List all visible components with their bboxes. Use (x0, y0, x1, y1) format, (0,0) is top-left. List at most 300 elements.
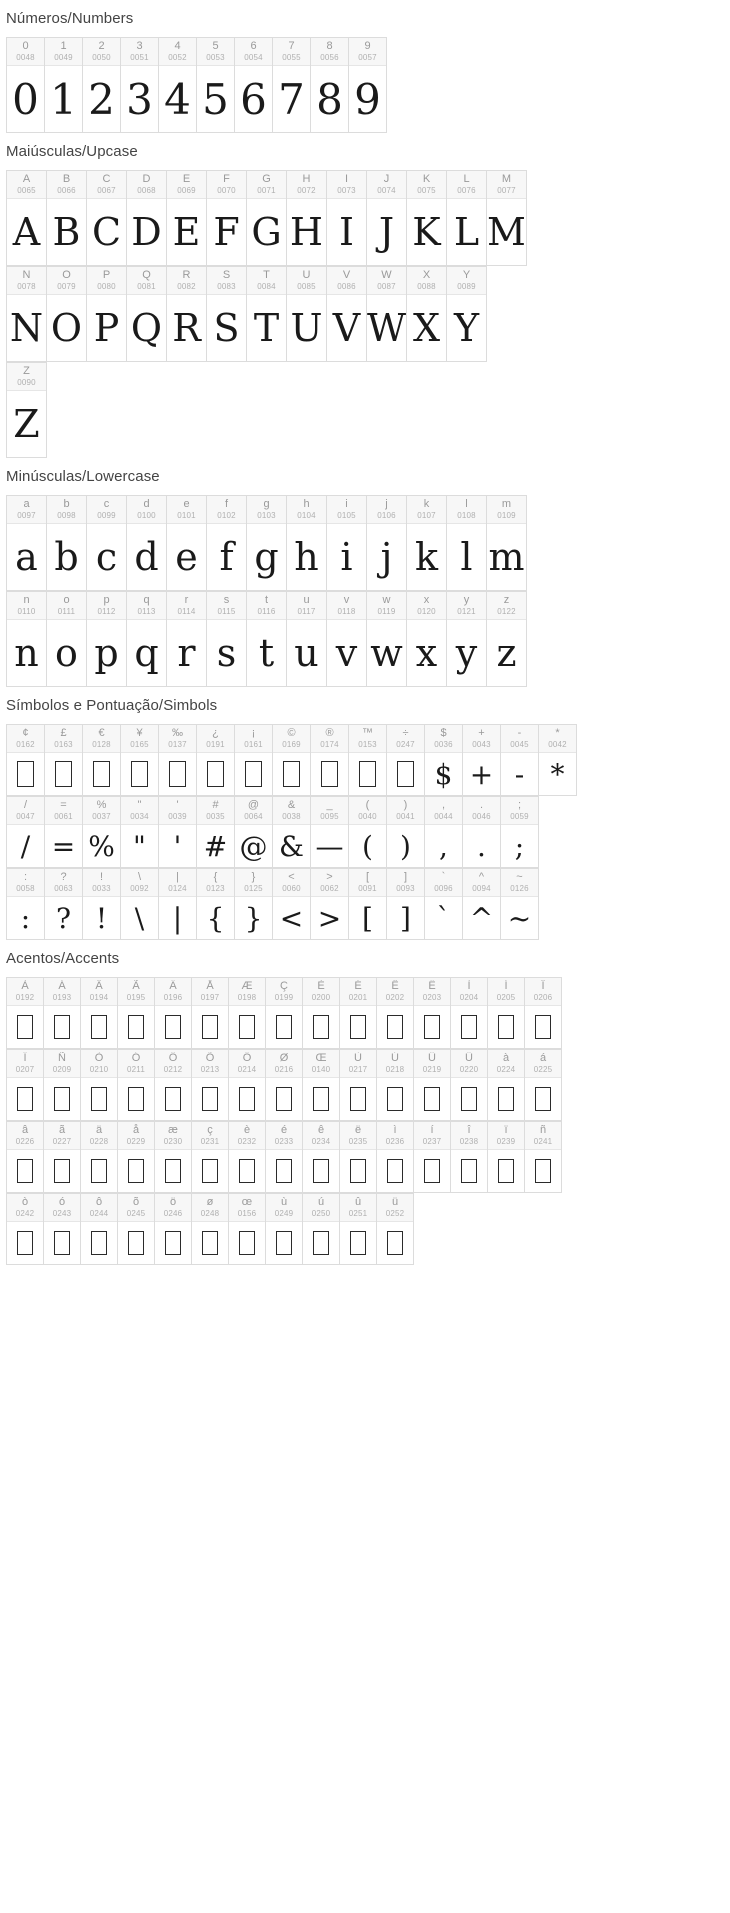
glyph-preview (7, 1222, 43, 1264)
glyph-codepoint-label: 0066 (57, 186, 76, 195)
glyph-character-label: ÷ (402, 727, 409, 739)
glyph-row (6, 1121, 562, 1193)
glyph-cell[interactable] (266, 1049, 303, 1121)
glyph-cell[interactable] (7, 591, 47, 687)
glyph-cell[interactable] (340, 1049, 377, 1121)
glyph-codepoint-label: 0065 (17, 186, 36, 195)
glyph-cell[interactable] (425, 868, 463, 940)
glyph-cell[interactable] (47, 266, 87, 362)
glyph-cell[interactable] (47, 170, 87, 266)
glyph-cell[interactable] (407, 591, 447, 687)
glyph-preview (488, 1150, 524, 1192)
glyph-cell[interactable] (367, 170, 407, 266)
glyph-cell-header (159, 725, 196, 753)
glyph-cell[interactable] (414, 1121, 451, 1193)
glyph-character-label: l (465, 498, 468, 510)
glyph-cell-header (340, 978, 376, 1006)
glyph-cell[interactable] (387, 724, 425, 796)
glyph-cell[interactable] (81, 1193, 118, 1265)
glyph-cell[interactable] (266, 977, 303, 1049)
section-numbers (0, 0, 730, 133)
glyph-cell[interactable] (7, 1193, 44, 1265)
glyph-cell[interactable] (501, 796, 539, 868)
glyph-cell[interactable] (159, 796, 197, 868)
glyph-cell-header (7, 363, 46, 391)
glyph-character-label: ç (207, 1124, 213, 1136)
glyph-cell-header (235, 797, 272, 825)
glyph-preview: T (253, 306, 280, 350)
glyph-preview: t (258, 631, 275, 675)
glyph-codepoint-label: 0195 (126, 993, 146, 1002)
glyph-cell[interactable] (327, 591, 367, 687)
glyph-cell[interactable] (159, 37, 197, 133)
glyph-cell-header (539, 725, 576, 753)
glyph-cell[interactable] (197, 868, 235, 940)
glyph-cell[interactable] (463, 724, 501, 796)
glyph-preview (377, 1222, 413, 1264)
glyph-cell[interactable] (451, 977, 488, 1049)
glyph-cell[interactable] (407, 170, 447, 266)
glyph-cell[interactable] (83, 37, 121, 133)
glyph-cell[interactable] (87, 266, 127, 362)
glyph-cell[interactable] (273, 37, 311, 133)
glyph-cell[interactable] (44, 1121, 81, 1193)
missing-glyph-box-icon (91, 1015, 107, 1040)
glyph-character-label: P (102, 269, 111, 281)
glyph-cell[interactable] (525, 1121, 562, 1193)
glyph-cell[interactable] (87, 591, 127, 687)
glyph-character-label: e (183, 498, 190, 510)
glyph-preview: ! (95, 901, 108, 935)
glyph-cell[interactable] (7, 796, 45, 868)
glyph-cell[interactable] (377, 1193, 414, 1265)
glyph-cell-header (159, 797, 196, 825)
glyph-cell[interactable] (7, 1121, 44, 1193)
glyph-cell[interactable] (327, 266, 367, 362)
glyph-cell-header (159, 869, 196, 897)
glyph-preview (44, 1150, 80, 1192)
glyph-codepoint-label: 0231 (200, 1137, 220, 1146)
glyph-cell[interactable] (501, 724, 539, 796)
glyph-cell[interactable] (121, 37, 159, 133)
glyph-cell[interactable] (235, 37, 273, 133)
glyph-cell[interactable] (167, 591, 207, 687)
glyph-preview: . (477, 829, 486, 863)
glyph-preview: = (51, 829, 76, 863)
missing-glyph-box-icon (276, 1087, 292, 1112)
glyph-cell[interactable] (81, 1049, 118, 1121)
glyph-preview: ' (173, 829, 182, 863)
glyph-codepoint-label: 0162 (16, 740, 35, 749)
glyph-cell[interactable] (287, 266, 327, 362)
glyph-cell[interactable] (127, 495, 167, 591)
glyph-preview (155, 1006, 191, 1048)
glyph-cell[interactable] (425, 724, 463, 796)
glyph-cell[interactable] (192, 1049, 229, 1121)
glyph-codepoint-label: 0052 (168, 53, 187, 62)
glyph-cell[interactable] (463, 868, 501, 940)
glyph-cell[interactable] (44, 1193, 81, 1265)
glyph-cell[interactable] (235, 796, 273, 868)
glyph-cell[interactable] (273, 724, 311, 796)
glyph-cell[interactable] (311, 724, 349, 796)
glyph-cell[interactable] (447, 266, 487, 362)
glyph-preview (7, 1006, 43, 1048)
glyph-codepoint-label: 0044 (434, 812, 453, 821)
glyph-cell[interactable] (207, 170, 247, 266)
glyph-cell[interactable] (287, 170, 327, 266)
glyph-cell-header (266, 1050, 302, 1078)
glyph-cell[interactable] (229, 1049, 266, 1121)
glyph-preview (303, 1006, 339, 1048)
missing-glyph-box-icon (207, 761, 224, 788)
glyph-cell[interactable] (414, 1049, 451, 1121)
glyph-cell-header (155, 1122, 191, 1150)
glyph-preview (340, 1222, 376, 1264)
missing-glyph-box-icon (387, 1087, 403, 1112)
glyph-character-label: ø (206, 1196, 214, 1208)
glyph-cell-header (487, 592, 526, 620)
glyph-codepoint-label: 0112 (97, 607, 116, 616)
glyph-cell[interactable] (167, 266, 207, 362)
glyph-preview (349, 753, 386, 795)
glyph-cell[interactable] (287, 591, 327, 687)
glyph-cell-header (83, 869, 120, 897)
glyph-cell[interactable] (266, 1193, 303, 1265)
glyph-character-label: Œ (315, 1052, 327, 1064)
glyph-cell[interactable] (229, 1193, 266, 1265)
glyph-cell-header (121, 869, 158, 897)
glyph-cell-header (83, 797, 120, 825)
glyph-cell[interactable] (229, 1121, 266, 1193)
glyph-cell[interactable] (155, 977, 192, 1049)
glyph-cell[interactable] (47, 495, 87, 591)
glyph-character-label: M (501, 173, 512, 185)
glyph-cell-header (155, 1194, 191, 1222)
glyph-cell-header (7, 978, 43, 1006)
glyph-cell-header (377, 1050, 413, 1078)
glyph-cell[interactable] (44, 1049, 81, 1121)
glyph-codepoint-label: 0042 (548, 740, 567, 749)
glyph-cell[interactable] (488, 977, 525, 1049)
glyph-cell[interactable] (451, 1121, 488, 1193)
glyph-codepoint-label: 0086 (337, 282, 356, 291)
glyph-cell[interactable] (377, 1121, 414, 1193)
glyph-cell[interactable] (7, 170, 47, 266)
glyph-preview: ] (400, 901, 411, 935)
glyph-character-label: ú (317, 1196, 325, 1208)
glyph-cell[interactable] (235, 724, 273, 796)
glyph-cell-header (525, 1050, 561, 1078)
glyph-cell[interactable] (87, 495, 127, 591)
glyph-cell[interactable] (311, 868, 349, 940)
glyph-cell[interactable] (197, 724, 235, 796)
glyph-cell[interactable] (118, 977, 155, 1049)
glyph-cell[interactable] (247, 266, 287, 362)
section-title: Acentos/Accents (6, 950, 120, 967)
glyph-cell-header (273, 869, 310, 897)
glyph-cell[interactable] (118, 1193, 155, 1265)
glyph-cell[interactable] (501, 868, 539, 940)
glyph-codepoint-label: 0035 (206, 812, 225, 821)
glyph-cell[interactable] (311, 37, 349, 133)
glyph-character-label: T (263, 269, 270, 281)
glyph-cell[interactable] (87, 170, 127, 266)
glyph-cell-header (311, 797, 348, 825)
glyph-cell[interactable] (127, 170, 167, 266)
missing-glyph-box-icon (498, 1159, 514, 1184)
glyph-cell[interactable] (207, 266, 247, 362)
glyph-cell[interactable] (414, 977, 451, 1049)
glyph-cell[interactable] (44, 977, 81, 1049)
missing-glyph-box-icon (350, 1231, 366, 1256)
glyph-codepoint-label: 0085 (297, 282, 316, 291)
missing-glyph-box-icon (239, 1087, 255, 1112)
glyph-cell-header (83, 38, 120, 66)
glyph-cell-header (83, 725, 120, 753)
glyph-character-label: a (23, 498, 30, 510)
glyph-cell[interactable] (327, 495, 367, 591)
missing-glyph-box-icon (202, 1159, 218, 1184)
glyph-cell[interactable] (127, 591, 167, 687)
glyph-character-label: < (288, 871, 295, 883)
missing-glyph-box-icon (461, 1015, 477, 1040)
glyph-cell[interactable] (159, 868, 197, 940)
glyph-cell[interactable] (349, 868, 387, 940)
glyph-cell[interactable] (311, 796, 349, 868)
glyph-cell[interactable] (7, 362, 47, 458)
glyph-preview: S (213, 306, 240, 350)
glyph-cell[interactable] (121, 868, 159, 940)
glyph-character-label: Ì (467, 980, 471, 992)
glyph-cell[interactable] (47, 591, 87, 687)
glyph-preview: — (315, 829, 344, 863)
glyph-cell[interactable] (83, 724, 121, 796)
glyph-cell-header (311, 869, 348, 897)
glyph-cell-header (207, 267, 246, 295)
glyph-cell[interactable] (7, 868, 45, 940)
glyph-cell[interactable] (367, 591, 407, 687)
glyph-cell[interactable] (287, 495, 327, 591)
glyph-cell[interactable] (7, 977, 44, 1049)
glyph-cell[interactable] (447, 170, 487, 266)
glyph-character-label: I (344, 173, 349, 185)
missing-glyph-box-icon (93, 761, 110, 788)
glyph-cell[interactable] (83, 868, 121, 940)
glyph-character-label: 7 (288, 40, 295, 52)
glyph-codepoint-label: 0217 (348, 1065, 368, 1074)
glyph-cell[interactable] (451, 1049, 488, 1121)
glyph-character-label: A (22, 173, 31, 185)
glyph-cell[interactable] (340, 1193, 377, 1265)
glyph-preview: 9 (354, 74, 381, 124)
glyph-codepoint-label: 0225 (533, 1065, 553, 1074)
glyph-cell[interactable] (303, 977, 340, 1049)
glyph-cell[interactable] (197, 37, 235, 133)
glyph-cell[interactable] (155, 1121, 192, 1193)
glyph-cell[interactable] (45, 724, 83, 796)
glyph-cell[interactable] (367, 266, 407, 362)
glyph-preview: c (95, 535, 118, 579)
glyph-cell[interactable] (118, 1049, 155, 1121)
glyph-cell[interactable] (7, 1049, 44, 1121)
glyph-cell-header (487, 171, 526, 199)
glyph-preview: e (175, 535, 198, 579)
glyph-cell[interactable] (247, 495, 287, 591)
glyph-cell[interactable] (7, 495, 47, 591)
glyph-cell[interactable] (127, 266, 167, 362)
glyph-cell-header (247, 267, 286, 295)
glyph-cell[interactable] (340, 977, 377, 1049)
glyph-cell-header (311, 725, 348, 753)
glyph-cell-header (229, 978, 265, 1006)
glyph-preview: 6 (240, 74, 267, 124)
glyph-cell[interactable] (367, 495, 407, 591)
glyph-cell[interactable] (155, 1049, 192, 1121)
glyph-cell[interactable] (167, 170, 207, 266)
glyph-character-label: í (430, 1124, 434, 1136)
glyph-preview (7, 1150, 43, 1192)
glyph-cell[interactable] (273, 868, 311, 940)
glyph-cell-header (327, 496, 366, 524)
glyph-character-label: Ù (354, 1052, 362, 1064)
glyph-codepoint-label: 0041 (396, 812, 415, 821)
glyph-cell-header (414, 978, 450, 1006)
glyph-codepoint-label: 0125 (244, 884, 263, 893)
glyph-cell[interactable] (247, 591, 287, 687)
glyph-cell-header (377, 1194, 413, 1222)
glyph-cell[interactable] (488, 1121, 525, 1193)
glyph-cell[interactable] (488, 1049, 525, 1121)
glyph-cell[interactable] (303, 1049, 340, 1121)
glyph-cell[interactable] (121, 724, 159, 796)
glyph-cell-header (463, 797, 500, 825)
glyph-character-label: Õ (205, 1052, 215, 1064)
glyph-cell[interactable] (45, 37, 83, 133)
glyph-cell[interactable] (349, 724, 387, 796)
glyph-cell[interactable] (487, 170, 527, 266)
glyph-cell[interactable] (447, 591, 487, 687)
missing-glyph-box-icon (239, 1159, 255, 1184)
glyph-cell-header (235, 38, 272, 66)
glyph-cell[interactable] (45, 868, 83, 940)
glyph-codepoint-label: 0203 (422, 993, 442, 1002)
glyph-cell[interactable] (159, 724, 197, 796)
glyph-cell[interactable] (155, 1193, 192, 1265)
glyph-cell[interactable] (425, 796, 463, 868)
glyph-cell[interactable] (83, 796, 121, 868)
glyph-codepoint-label: 0224 (496, 1065, 516, 1074)
glyph-preview: w (370, 631, 403, 675)
glyph-cell[interactable] (192, 977, 229, 1049)
glyph-cell[interactable] (45, 796, 83, 868)
glyph-cell-header (229, 1194, 265, 1222)
glyph-preview (303, 1222, 339, 1264)
glyph-codepoint-label: 0073 (337, 186, 356, 195)
glyph-preview: K (412, 210, 441, 254)
glyph-cell[interactable] (247, 170, 287, 266)
glyph-codepoint-label: 0201 (348, 993, 368, 1002)
glyph-preview (340, 1150, 376, 1192)
glyph-cell-header (45, 869, 82, 897)
glyph-cell[interactable] (7, 266, 47, 362)
glyph-codepoint-label: 0076 (457, 186, 476, 195)
glyph-codepoint-label: 0039 (168, 812, 187, 821)
glyph-cell[interactable] (525, 1049, 562, 1121)
glyph-preview (525, 1150, 561, 1192)
glyph-cell-header (247, 171, 286, 199)
glyph-character-label: H (302, 173, 311, 185)
glyph-cell[interactable] (235, 868, 273, 940)
glyph-cell[interactable] (167, 495, 207, 591)
glyph-cell[interactable] (7, 37, 45, 133)
glyph-character-label: r (184, 594, 189, 606)
glyph-cell[interactable] (387, 868, 425, 940)
glyph-cell[interactable] (327, 170, 367, 266)
glyph-cell[interactable] (377, 977, 414, 1049)
missing-glyph-box-icon (387, 1159, 403, 1184)
glyph-cell[interactable] (266, 1121, 303, 1193)
glyph-codepoint-label: 0169 (282, 740, 301, 749)
glyph-cell[interactable] (407, 266, 447, 362)
glyph-cell[interactable] (447, 495, 487, 591)
glyph-cell[interactable] (273, 796, 311, 868)
glyph-preview: ) (400, 829, 411, 863)
glyph-preview (414, 1006, 450, 1048)
missing-glyph-box-icon (424, 1159, 440, 1184)
glyph-cell[interactable] (349, 37, 387, 133)
glyph-cell[interactable] (81, 977, 118, 1049)
glyph-cell[interactable] (487, 591, 527, 687)
glyph-cell-header (127, 592, 166, 620)
glyph-cell-header (447, 592, 486, 620)
glyph-cell[interactable] (7, 724, 45, 796)
glyph-cell-header (45, 797, 82, 825)
glyph-cell[interactable] (340, 1121, 377, 1193)
glyph-preview: & (279, 829, 304, 863)
glyph-preview (488, 1006, 524, 1048)
glyph-character-label: N (22, 269, 31, 281)
glyph-cell[interactable] (487, 495, 527, 591)
glyph-cell[interactable] (303, 1193, 340, 1265)
glyph-character-label: k (423, 498, 430, 510)
glyph-cell[interactable] (121, 796, 159, 868)
glyph-cell[interactable] (407, 495, 447, 591)
glyph-character-label: % (96, 799, 107, 811)
glyph-cell-header (207, 171, 246, 199)
glyph-cell[interactable] (349, 796, 387, 868)
glyph-preview: Z (13, 402, 40, 446)
glyph-cell[interactable] (192, 1193, 229, 1265)
glyph-cell[interactable] (207, 591, 247, 687)
glyph-cell[interactable] (387, 796, 425, 868)
glyph-cell[interactable] (303, 1121, 340, 1193)
glyph-codepoint-label: 0074 (377, 186, 396, 195)
glyph-cell-header (349, 797, 386, 825)
missing-glyph-box-icon (202, 1015, 218, 1040)
glyph-cell[interactable] (525, 977, 562, 1049)
glyph-cell[interactable] (539, 724, 577, 796)
glyph-cell[interactable] (463, 796, 501, 868)
glyph-cell[interactable] (197, 796, 235, 868)
glyph-cell[interactable] (377, 1049, 414, 1121)
glyph-cell[interactable] (118, 1121, 155, 1193)
glyph-cell[interactable] (192, 1121, 229, 1193)
glyph-cell[interactable] (207, 495, 247, 591)
glyph-cell[interactable] (229, 977, 266, 1049)
glyph-cell[interactable] (81, 1121, 118, 1193)
glyph-character-label: $ (440, 727, 447, 739)
